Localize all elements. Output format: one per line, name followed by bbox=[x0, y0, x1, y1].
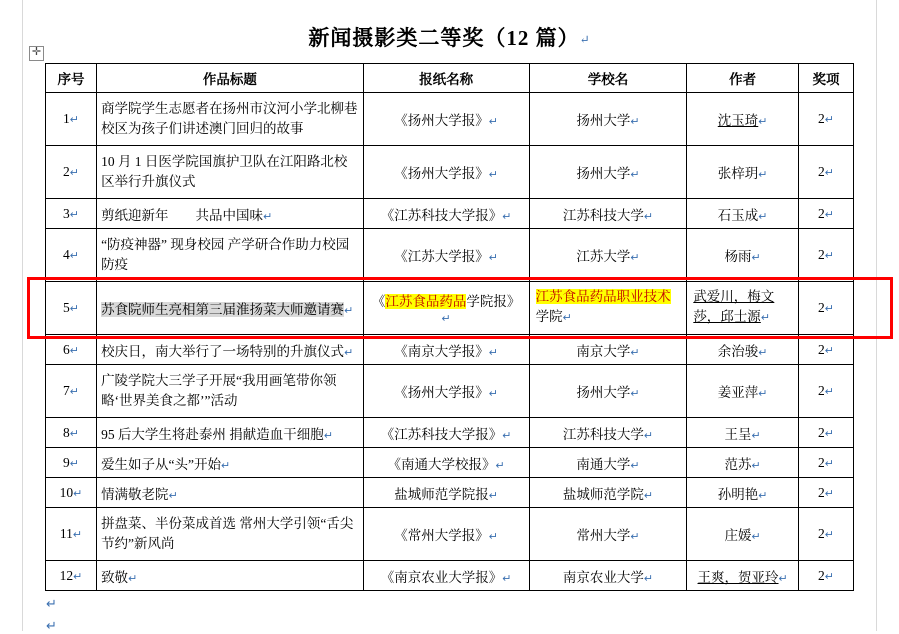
paragraph-mark-icon: ↵ bbox=[758, 169, 768, 181]
cell-school bbox=[529, 282, 687, 335]
paragraph-mark-icon: ↵ bbox=[751, 252, 761, 264]
cell-paper-prefix: 《 bbox=[371, 294, 386, 309]
cell-paper bbox=[363, 146, 529, 199]
paragraph-mark-icon: ↵ bbox=[46, 618, 57, 633]
cell-school-text: 扬州大学 bbox=[576, 113, 631, 128]
cell-author bbox=[687, 146, 799, 199]
paragraph-mark-icon: ↵ bbox=[69, 386, 80, 398]
paragraph-mark-icon: ↵ bbox=[344, 346, 354, 359]
cell-school bbox=[529, 335, 687, 365]
cell-author-text: 张梓玥 bbox=[717, 166, 759, 181]
cell-author-text: 沈玉琦 bbox=[717, 113, 759, 128]
paragraph-mark-icon: ↵ bbox=[751, 429, 761, 442]
cell-award-text: 2 bbox=[817, 341, 825, 357]
paragraph-mark-icon: ↵ bbox=[630, 169, 640, 181]
cell-paper bbox=[363, 508, 529, 561]
awards-table bbox=[45, 63, 854, 591]
cell-no bbox=[46, 448, 97, 478]
cell-paper-text: 《扬州大学报》 bbox=[394, 113, 489, 128]
table-header-row bbox=[46, 64, 854, 93]
table-header bbox=[46, 64, 854, 93]
paragraph-mark-icon: ↵ bbox=[502, 429, 512, 442]
cell-paper-text-highlighted: 江苏食品药品 bbox=[385, 294, 467, 309]
cell-school-text: 盐城师范学院 bbox=[562, 486, 644, 502]
cell-no bbox=[46, 508, 97, 561]
cell-school bbox=[529, 561, 687, 591]
paragraph-mark-icon: ↵ bbox=[758, 346, 768, 359]
page-title-text: 新闻摄影类二等奖（12 篇） bbox=[308, 26, 580, 50]
cell-school bbox=[529, 365, 687, 418]
cell-title bbox=[97, 93, 364, 146]
cell-school-text: 江苏大学 bbox=[576, 249, 631, 264]
table-row bbox=[46, 508, 854, 561]
paragraph-mark-icon: ↵ bbox=[488, 252, 498, 264]
table-row bbox=[46, 448, 854, 478]
cell-title-text: 情满敬老院 bbox=[101, 486, 169, 502]
cell-paper-text: 《扬州大学报》 bbox=[394, 166, 489, 181]
cell-award-text: 2 bbox=[817, 484, 825, 500]
paragraph-mark-icon: ↵ bbox=[824, 250, 834, 262]
cell-school bbox=[529, 478, 687, 508]
paragraph-mark-icon: ↵ bbox=[824, 457, 834, 470]
paragraph-mark-icon: ↵ bbox=[778, 572, 788, 585]
paragraph-mark-icon: ↵ bbox=[73, 487, 83, 500]
cell-school-text: 扬州大学 bbox=[576, 385, 631, 400]
column-header-paper: 报纸名称 bbox=[363, 64, 529, 93]
cell-no-text: 11 bbox=[59, 526, 73, 541]
cell-school-text: 南通大学 bbox=[576, 456, 631, 472]
table-row-highlighted bbox=[46, 282, 854, 335]
cell-paper-text: 《南京农业大学报》 bbox=[380, 569, 503, 585]
cell-no-text: 5 bbox=[63, 300, 70, 315]
cell-author bbox=[687, 478, 799, 508]
paragraph-mark-icon: ↵ bbox=[488, 388, 498, 400]
cell-author-text: 姜亚萍 bbox=[717, 385, 759, 400]
table-body bbox=[46, 93, 854, 591]
cell-award-text: 2 bbox=[817, 205, 825, 221]
cell-title bbox=[97, 199, 364, 229]
cell-paper bbox=[363, 335, 529, 365]
cell-school bbox=[529, 93, 687, 146]
cell-title bbox=[97, 508, 364, 561]
cell-title bbox=[97, 335, 364, 365]
cell-title-text: “防疫神器” 现身校园 产学研合作助力校园防疫 bbox=[101, 237, 350, 272]
cell-no bbox=[46, 418, 97, 448]
paragraph-mark-icon: ↵ bbox=[502, 572, 512, 585]
cell-school-text: 江苏科技大学 bbox=[562, 207, 644, 223]
cell-paper-text: 《江苏大学报》 bbox=[394, 249, 489, 264]
paragraph-mark-icon: ↵ bbox=[502, 210, 512, 223]
cell-no-text: 1 bbox=[63, 111, 70, 126]
table-move-handle[interactable]: ✛ bbox=[29, 46, 44, 61]
cell-award bbox=[798, 146, 853, 199]
paragraph-mark-icon: ↵ bbox=[824, 344, 834, 357]
cell-no-text: 3 bbox=[63, 205, 70, 221]
cell-award-text: 2 bbox=[817, 454, 825, 470]
cell-award-text: 2 bbox=[817, 164, 825, 179]
paragraph-mark-icon: ↵ bbox=[562, 312, 572, 324]
cell-school bbox=[529, 418, 687, 448]
cell-award bbox=[798, 448, 853, 478]
paragraph-mark-icon: ↵ bbox=[630, 531, 640, 543]
paragraph-mark-icon: ↵ bbox=[73, 570, 83, 583]
paragraph-mark-icon: ↵ bbox=[824, 487, 834, 500]
paragraph-mark-icon: ↵ bbox=[495, 459, 505, 472]
paragraph-mark-icon: ↵ bbox=[69, 167, 80, 179]
paragraph-mark-icon: ↵ bbox=[344, 305, 354, 317]
paragraph-mark-icon: ↵ bbox=[46, 596, 57, 611]
paragraph-mark-icon: ↵ bbox=[168, 489, 178, 502]
cell-paper-text: 《常州大学报》 bbox=[394, 528, 489, 543]
paragraph-mark-icon: ↵ bbox=[751, 459, 761, 472]
cell-school-text: 南京大学 bbox=[576, 343, 631, 359]
cell-title bbox=[97, 418, 364, 448]
cell-no bbox=[46, 282, 97, 335]
cell-paper-text: 《扬州大学报》 bbox=[394, 385, 489, 400]
paragraph-mark-icon: ↵ bbox=[760, 312, 771, 324]
paragraph-mark-icon: ↵ bbox=[488, 531, 498, 543]
paragraph-mark-icon: ↵ bbox=[488, 346, 498, 359]
cell-title-text: 剪纸迎新年 共品中国味 bbox=[101, 207, 264, 223]
cell-author bbox=[687, 93, 799, 146]
table-row bbox=[46, 229, 854, 282]
cell-award bbox=[798, 418, 853, 448]
paragraph-mark-icon: ↵ bbox=[630, 459, 640, 472]
paragraph-mark-icon: ↵ bbox=[630, 252, 640, 264]
table-row bbox=[46, 418, 854, 448]
cell-paper bbox=[363, 418, 529, 448]
cell-author-text: 武爱川，梅文莎，邱士源 bbox=[693, 289, 775, 324]
cell-paper-text: 《南通大学校报》 bbox=[387, 456, 496, 472]
cell-award bbox=[798, 365, 853, 418]
cell-award bbox=[798, 561, 853, 591]
cell-paper-suffix: 学院报》 bbox=[466, 294, 521, 309]
cell-school-text: 扬州大学 bbox=[576, 166, 631, 181]
cell-author-text: 王爽，贺亚玲 bbox=[697, 569, 779, 585]
cell-school-text-highlighted: 江苏食品药品职业技术 bbox=[535, 289, 671, 304]
cell-author bbox=[687, 448, 799, 478]
paragraph-mark-icon: ↵ bbox=[824, 208, 834, 221]
table-row bbox=[46, 561, 854, 591]
cell-award bbox=[798, 282, 853, 335]
cell-award bbox=[798, 508, 853, 561]
cell-author-text: 余治骏 bbox=[717, 343, 759, 359]
cell-paper-text: 《江苏科技大学报》 bbox=[380, 426, 503, 442]
cell-author bbox=[687, 418, 799, 448]
paragraph-mark-icon: ↵ bbox=[758, 210, 768, 223]
cell-title-text: 商学院学生志愿者在扬州市汶河小学北柳巷校区为孩子们讲述澳门回归的故事 bbox=[101, 101, 358, 136]
paragraph-mark-icon: ↵ bbox=[488, 489, 498, 502]
cell-paper bbox=[363, 229, 529, 282]
cell-paper-text: 《南京大学报》 bbox=[394, 343, 489, 359]
paragraph-mark-icon: ↵ bbox=[824, 303, 834, 315]
column-header-title: 作品标题 bbox=[97, 64, 364, 93]
cell-school-text: 南京农业大学 bbox=[562, 569, 644, 585]
cell-paper bbox=[363, 365, 529, 418]
cell-paper bbox=[363, 199, 529, 229]
column-header-no: 序号 bbox=[46, 64, 97, 93]
paragraph-mark-icon: ↵ bbox=[643, 210, 654, 223]
cell-award bbox=[798, 199, 853, 229]
paragraph-mark-icon: ↵ bbox=[630, 346, 640, 359]
cell-title-text: 爱生如子从“头”开始 bbox=[101, 456, 222, 472]
cell-paper bbox=[363, 93, 529, 146]
cell-school bbox=[529, 448, 687, 478]
cell-no bbox=[46, 93, 97, 146]
cell-paper bbox=[363, 448, 529, 478]
cell-award bbox=[798, 335, 853, 365]
cell-no-text: 12 bbox=[59, 567, 74, 583]
cell-title-text: 致敬 bbox=[101, 569, 129, 585]
paragraph-mark-icon: ↵ bbox=[488, 169, 498, 181]
cell-award-text: 2 bbox=[817, 567, 825, 583]
table-row bbox=[46, 199, 854, 229]
paragraph-mark-icon: ↵ bbox=[72, 529, 83, 541]
paragraph-mark-icon: ↵ bbox=[824, 427, 834, 440]
cell-title bbox=[97, 229, 364, 282]
cell-title bbox=[97, 282, 364, 335]
cell-no bbox=[46, 146, 97, 199]
column-header-award: 奖项 bbox=[798, 64, 853, 93]
cell-title-text-highlighted: 苏食院师生亮相第三届淮扬菜大师邀请赛 bbox=[101, 302, 345, 317]
cell-author-text: 王呈 bbox=[724, 426, 752, 442]
cell-author bbox=[687, 199, 799, 229]
paragraph-mark-icon: ↵ bbox=[758, 489, 768, 502]
paragraph-mark-icon: ↵ bbox=[69, 208, 80, 221]
cell-paper bbox=[363, 478, 529, 508]
cell-no-text: 8 bbox=[63, 424, 70, 440]
cell-no-text: 9 bbox=[63, 454, 70, 470]
cell-paper-text: 盐城师范学院报 bbox=[394, 486, 489, 502]
cell-title bbox=[97, 365, 364, 418]
cell-award-text: 2 bbox=[817, 300, 825, 315]
paragraph-mark-icon: ↵ bbox=[824, 386, 834, 398]
cell-award bbox=[798, 478, 853, 508]
cell-school bbox=[529, 199, 687, 229]
paragraph-mark-icon: ↵ bbox=[824, 570, 834, 583]
cell-school bbox=[529, 229, 687, 282]
cell-author-text: 石玉成 bbox=[717, 207, 759, 223]
paragraph-mark-icon: ↵ bbox=[69, 427, 80, 440]
cell-no-text: 6 bbox=[63, 341, 70, 357]
cell-school-suffix: 学院 bbox=[535, 309, 563, 324]
cell-no-text: 10 bbox=[59, 484, 74, 500]
cell-author bbox=[687, 282, 799, 335]
cell-author-text: 孙明艳 bbox=[717, 486, 759, 502]
paragraph-mark-icon: ↵ bbox=[758, 388, 768, 400]
cell-paper bbox=[363, 282, 529, 335]
cell-no bbox=[46, 478, 97, 508]
paragraph-mark-icon: ↵ bbox=[263, 210, 273, 223]
column-header-school: 学校名 bbox=[529, 64, 687, 93]
cell-author bbox=[687, 561, 799, 591]
cell-award-text: 2 bbox=[817, 111, 825, 126]
paragraph-mark-icon: ↵ bbox=[128, 572, 138, 585]
cell-author-text: 庄媛 bbox=[724, 528, 752, 543]
paragraph-mark-icon: ↵ bbox=[758, 116, 768, 128]
cell-school-text: 江苏科技大学 bbox=[562, 426, 644, 442]
paragraph-mark-icon: ↵ bbox=[69, 114, 80, 126]
cell-no bbox=[46, 199, 97, 229]
page-title bbox=[0, 22, 899, 52]
cell-author-text: 范苏 bbox=[724, 456, 752, 472]
cell-title-text: 10 月 1 日医学院国旗护卫队在江阳路北校区举行升旗仪式 bbox=[101, 154, 348, 189]
cell-paper-text: 《江苏科技大学报》 bbox=[380, 207, 503, 223]
cell-no bbox=[46, 335, 97, 365]
cell-author-text: 杨雨 bbox=[724, 249, 752, 264]
paragraph-mark-icon: ↵ bbox=[441, 313, 451, 325]
paragraph-mark-icon: ↵ bbox=[69, 344, 80, 357]
cell-title bbox=[97, 478, 364, 508]
paragraph-mark-icon: ↵ bbox=[824, 167, 834, 179]
cell-award-text: 2 bbox=[817, 383, 825, 398]
paragraph-mark-icon: ↵ bbox=[69, 250, 80, 262]
cell-no-text: 4 bbox=[63, 247, 70, 262]
paragraph-mark-icon: ↵ bbox=[221, 459, 231, 472]
cell-author bbox=[687, 335, 799, 365]
paragraph-mark-icon: ↵ bbox=[643, 572, 654, 585]
table-row bbox=[46, 335, 854, 365]
cell-title bbox=[97, 561, 364, 591]
cell-award bbox=[798, 93, 853, 146]
cell-school bbox=[529, 146, 687, 199]
paragraph-mark-icon: ↵ bbox=[323, 429, 334, 442]
paragraph-mark-icon: ↵ bbox=[69, 457, 80, 470]
page-left-margin bbox=[0, 0, 23, 631]
cell-author bbox=[687, 365, 799, 418]
cell-school-text: 常州大学 bbox=[576, 528, 631, 543]
cell-title bbox=[97, 448, 364, 478]
paragraph-mark-icon: ↵ bbox=[824, 529, 834, 541]
cell-author bbox=[687, 229, 799, 282]
page-right-margin bbox=[876, 0, 899, 631]
cell-award-text: 2 bbox=[817, 247, 825, 262]
table-row bbox=[46, 365, 854, 418]
column-header-author: 作者 bbox=[687, 64, 799, 93]
cell-paper bbox=[363, 561, 529, 591]
cell-title bbox=[97, 146, 364, 199]
cell-author bbox=[687, 508, 799, 561]
paragraph-mark-icon: ↵ bbox=[579, 32, 591, 47]
cell-school bbox=[529, 508, 687, 561]
paragraph-mark-icon: ↵ bbox=[751, 531, 761, 543]
paragraph-mark-icon: ↵ bbox=[488, 116, 498, 128]
paragraph-mark-icon: ↵ bbox=[643, 489, 654, 502]
cell-no bbox=[46, 229, 97, 282]
cell-no-text: 7 bbox=[63, 383, 70, 398]
table-row bbox=[46, 93, 854, 146]
paragraph-mark-icon: ↵ bbox=[69, 303, 80, 315]
cell-no-text: 2 bbox=[63, 164, 70, 179]
table-row bbox=[46, 146, 854, 199]
cell-title-text: 95 后大学生将赴泰州 捐献造血干细胞 bbox=[101, 426, 324, 442]
cell-title-text: 广陵学院大三学子开展“我用画笔带你领略‘世界美食之都’”活动 bbox=[101, 373, 337, 408]
cell-no bbox=[46, 365, 97, 418]
cell-award bbox=[798, 229, 853, 282]
cell-title-text: 校庆日，南大举行了一场特别的升旗仪式 bbox=[101, 343, 345, 359]
table-row bbox=[46, 478, 854, 508]
paragraph-mark-icon: ↵ bbox=[630, 388, 640, 400]
paragraph-mark-icon: ↵ bbox=[643, 429, 654, 442]
cell-no bbox=[46, 561, 97, 591]
paragraph-mark-icon: ↵ bbox=[824, 114, 834, 126]
cell-award-text: 2 bbox=[817, 424, 825, 440]
paragraph-mark-icon: ↵ bbox=[630, 116, 640, 128]
cell-title-text: 拼盘菜、半份菜成首选 常州大学引领“舌尖节约”新风尚 bbox=[101, 516, 354, 551]
cell-award-text: 2 bbox=[817, 526, 825, 541]
